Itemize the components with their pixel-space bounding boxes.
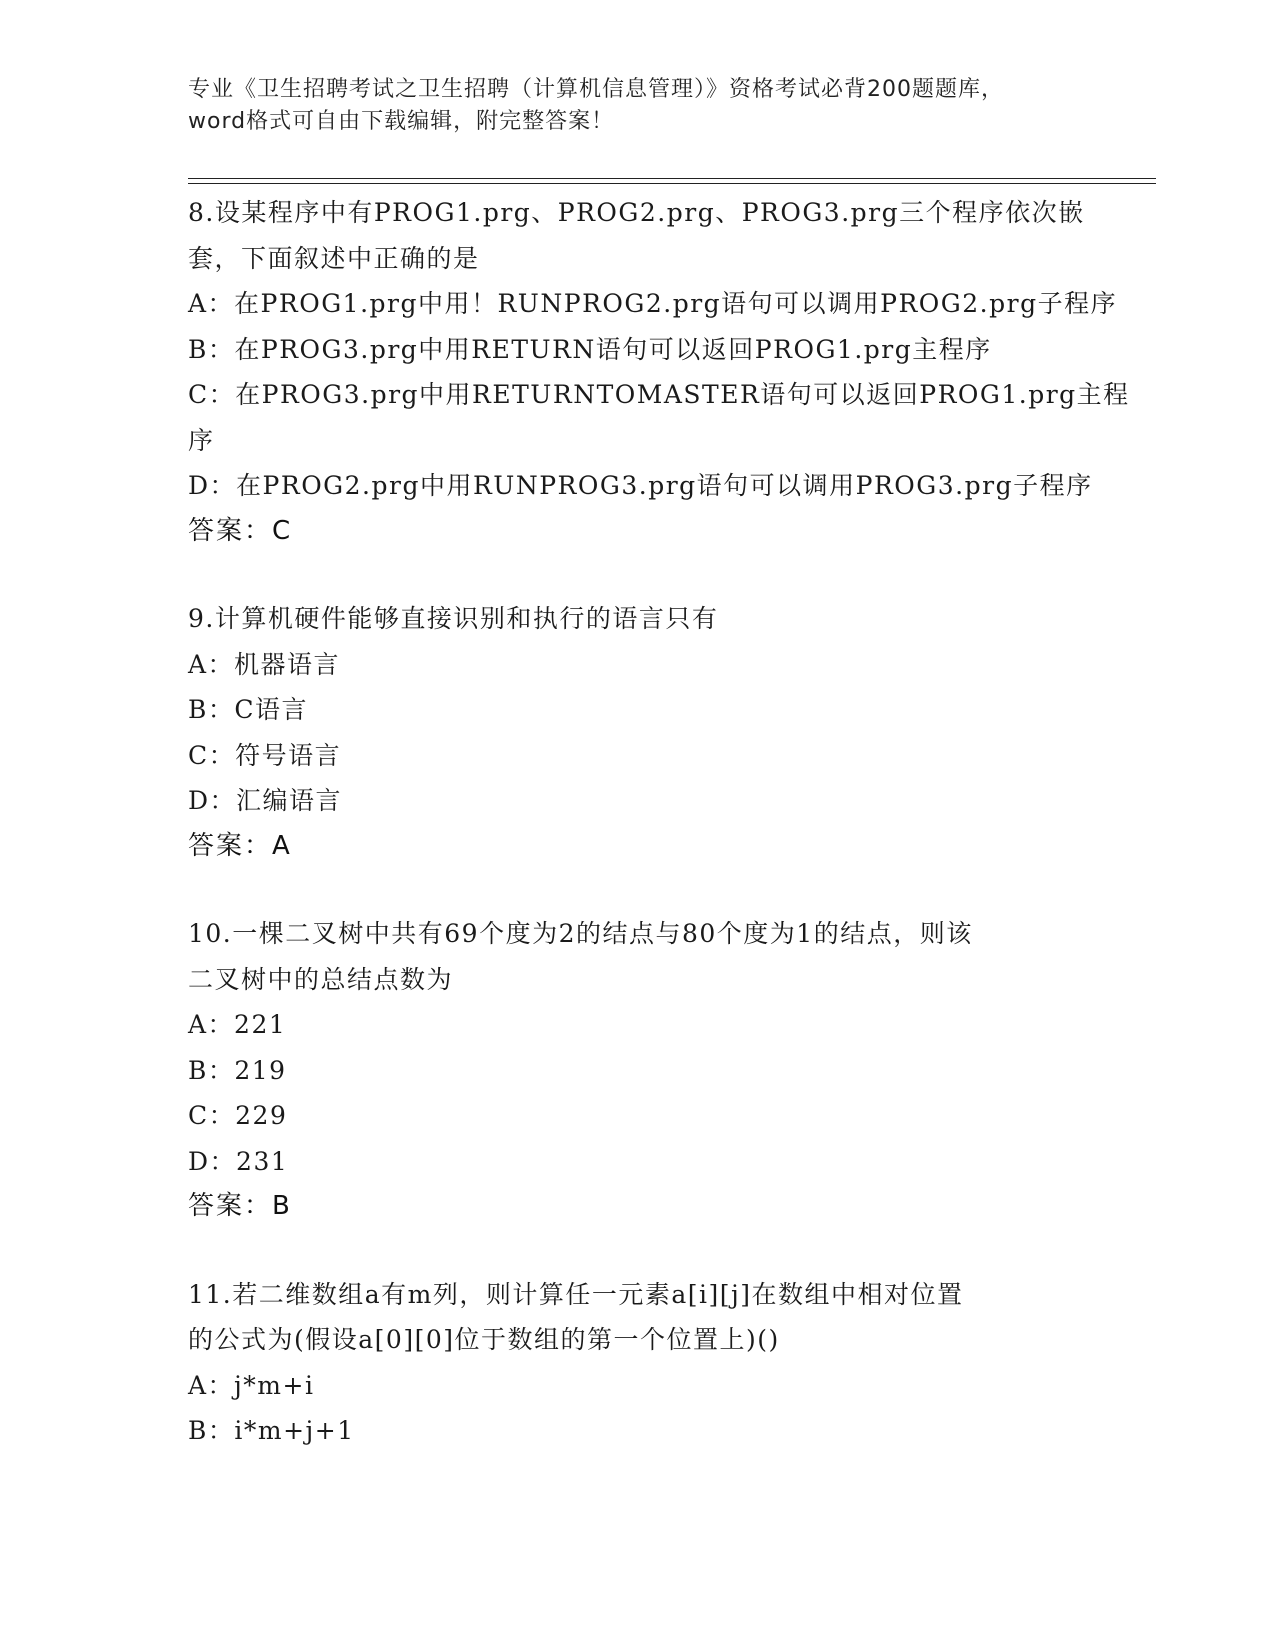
option-line: C：在PROG3.prg中用RETURNTOMASTER语句可以返回PROG1.prg主程 — [188, 380, 1130, 409]
question-gap — [188, 1230, 1088, 1272]
question-gap — [188, 554, 1088, 596]
option-line: B：219 — [188, 1055, 287, 1085]
answer-line: 答案：C — [188, 515, 293, 546]
answer-line: 答案：A — [188, 830, 292, 861]
answer-line: 答案：B — [188, 1191, 292, 1221]
question-block — [188, 596, 1088, 869]
question-gap — [188, 869, 1088, 911]
question-block — [188, 190, 1130, 554]
header-line-1: 专业《卫生招聘考试之卫生招聘（计算机信息管理）》资格考试必背200题题库， — [188, 77, 1004, 102]
option-line: C：符号语言 — [188, 740, 342, 770]
question-block — [188, 911, 1088, 1230]
question-block — [188, 1272, 1088, 1454]
option-line: A：在PROG1.prg中用！RUNPROG2.prg语句可以调用PROG2.prg子程序 — [188, 289, 1118, 318]
question-stem-line: 10.一棵二叉树中共有69个度为2的结点与80个度为1的结点，则该 — [188, 919, 973, 948]
option-line: 序 — [188, 425, 215, 455]
header-divider-bottom — [188, 183, 1156, 184]
header-line-2: word格式可自由下载编辑，附完整答案！ — [188, 109, 615, 134]
question-stem-line: 9.计算机硬件能够直接识别和执行的语言只有 — [188, 604, 719, 633]
option-line: A：机器语言 — [188, 649, 341, 679]
option-line: D：在PROG2.prg中用RUNPROG3.prg语句可以调用PROG3.prg子程序 — [188, 471, 1093, 500]
question-stem-line: 的公式为(假设a[0][0]位于数组的第一个位置上)() — [188, 1325, 780, 1354]
header-divider-top — [188, 178, 1156, 179]
document-header — [188, 74, 1078, 138]
question-list — [188, 190, 1130, 1454]
question-stem-line: 二叉树中的总结点数为 — [188, 964, 454, 994]
option-line: D：231 — [188, 1146, 289, 1176]
question-stem-line: 8.设某程序中有PROG1.prg、PROG2.prg、PROG3.prg三个程序依次嵌 — [188, 198, 1085, 227]
question-stem-line: 11.若二维数组a有m列，则计算任一元素a[i][j]在数组中相对位置 — [188, 1279, 964, 1309]
option-line: B：C语言 — [188, 695, 309, 724]
option-line: B：i*m+j+1 — [188, 1416, 355, 1445]
option-line: B：在PROG3.prg中用RETURN语句可以返回PROG1.prg主程序 — [188, 334, 992, 364]
option-line: D：汇编语言 — [188, 786, 343, 815]
option-line: A：j*m+i — [188, 1370, 315, 1400]
option-line: A：221 — [188, 1010, 287, 1039]
question-stem-line: 套，下面叙述中正确的是 — [188, 243, 480, 273]
option-line: C：229 — [188, 1101, 288, 1130]
